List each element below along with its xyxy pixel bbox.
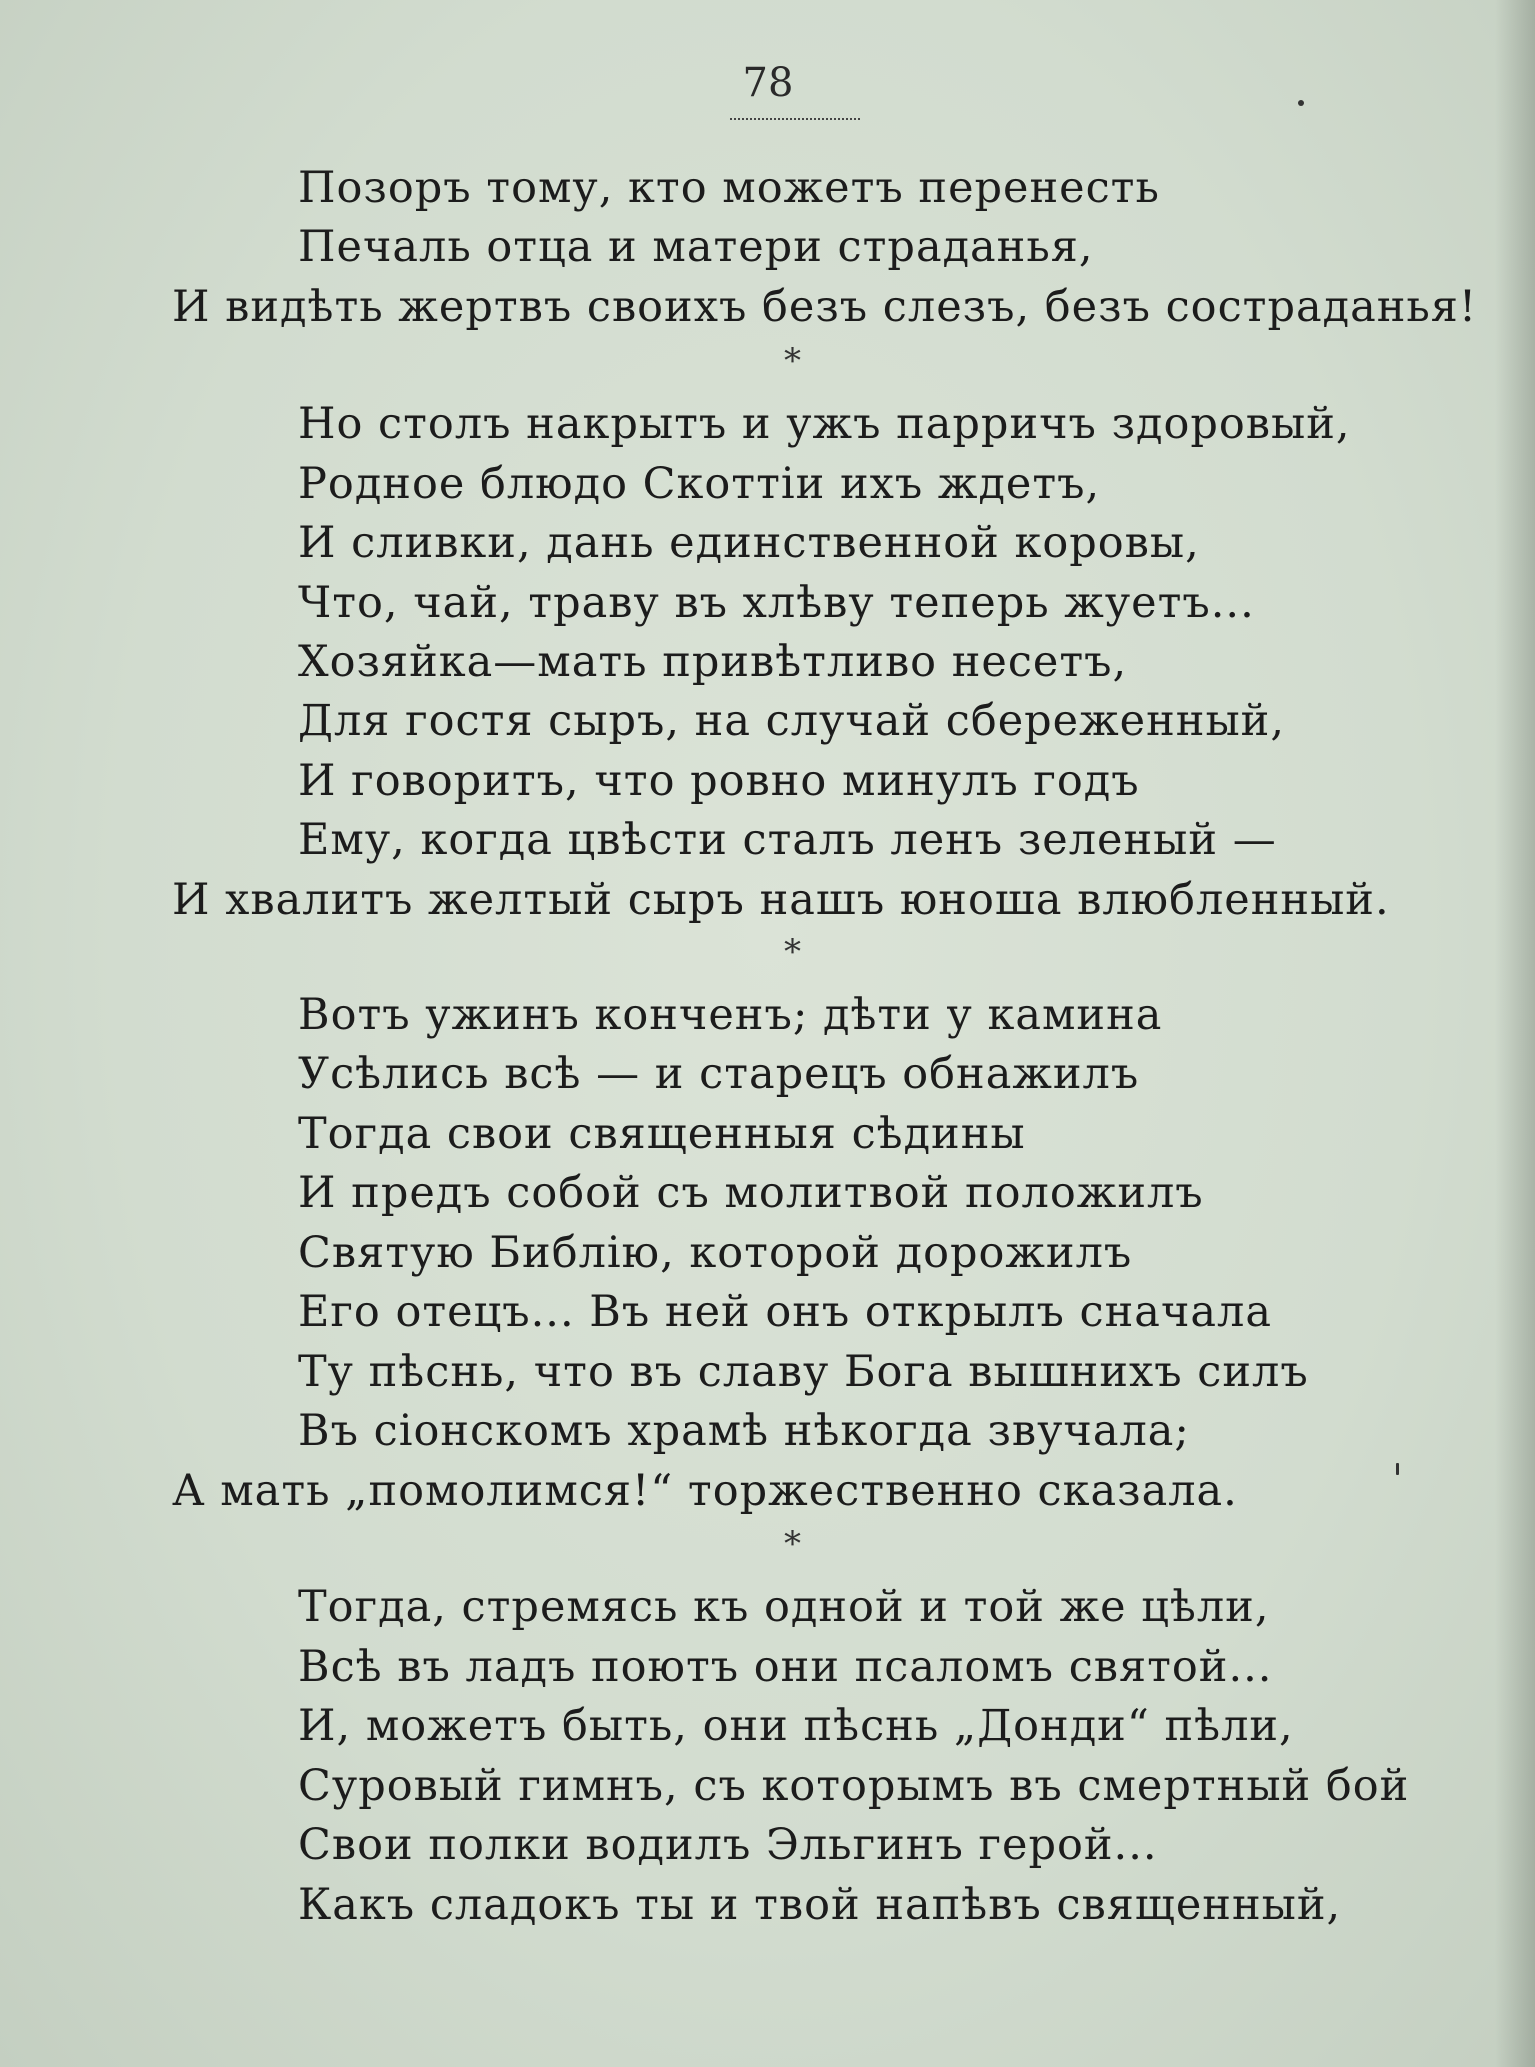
verse-line: Ту пѣснь, что въ славу Бога вышнихъ силъ [298,1347,1309,1397]
stanza-separator: * [784,1524,801,1564]
verse-line: Тогда, стремясь къ одной и той же цѣли, [298,1582,1270,1632]
verse-line: Родное блюдо Скоттіи ихъ ждетъ, [298,459,1101,509]
verse-line: Святую Библію, которой дорожилъ [298,1228,1133,1278]
stanza-separator: * [784,932,801,972]
verse-line: И сливки, дань единственной коровы, [298,518,1200,568]
verse-line: Что, чай, траву въ хлѣву теперь жуетъ... [298,578,1255,628]
verse-line: Но столъ накрытъ и ужъ парричъ здоровый, [298,399,1351,449]
verse-line: Его отецъ... Въ ней онъ открылъ сначала [298,1287,1272,1337]
stanza-separator: * [784,341,801,381]
verse-line: И говоритъ, что ровно минулъ годъ [298,756,1140,806]
verse-line: Всѣ въ ладъ поютъ они псаломъ святой... [298,1642,1273,1692]
verse-line: Тогда свои священныя сѣдины [298,1109,1026,1159]
verse-line: И хвалитъ желтый сыръ нашъ юноша влюбленный. [172,875,1390,925]
verse-line: Въ сіонскомъ храмѣ нѣкогда звучала; [298,1406,1190,1456]
verse-line: Усѣлись всѣ — и старецъ обнажилъ [298,1049,1140,1099]
verse-line: Позоръ тому, кто можетъ перенесть [298,163,1160,213]
verse-line: Хозяйка—мать привѣтливо несетъ, [298,637,1128,687]
verse-line: Ему, когда цвѣсти сталъ ленъ зеленый — [298,815,1277,865]
verse-line: Свои полки водилъ Эльгинъ герой... [298,1820,1158,1870]
verse-line: И видѣть жертвъ своихъ безъ слезъ, безъ состраданья! [172,282,1478,332]
verse-line: И, можетъ быть, они пѣснь „Донди“ пѣли, [298,1701,1294,1751]
verse-line: Суровый гимнъ, съ которымъ въ смертный бой [298,1761,1410,1811]
verse-line: Для гостя сыръ, на случай сбереженный, [298,696,1286,746]
page-number-rule [730,118,860,120]
verse-line: А мать „помолимся!“ торжественно сказала. [172,1466,1238,1516]
verse-line: Какъ сладокъ ты и твой напѣвъ священный, [298,1880,1342,1930]
page-number: 78 [742,60,794,106]
ink-speck [1396,1463,1399,1475]
page-edge-shadow [1495,0,1535,2067]
verse-line: Печаль отца и матери страданья, [298,222,1094,272]
verse-line: Вотъ ужинъ конченъ; дѣти у камина [298,990,1163,1040]
ink-speck [1298,100,1304,106]
verse-line: И предъ собой съ молитвой положилъ [298,1168,1204,1218]
